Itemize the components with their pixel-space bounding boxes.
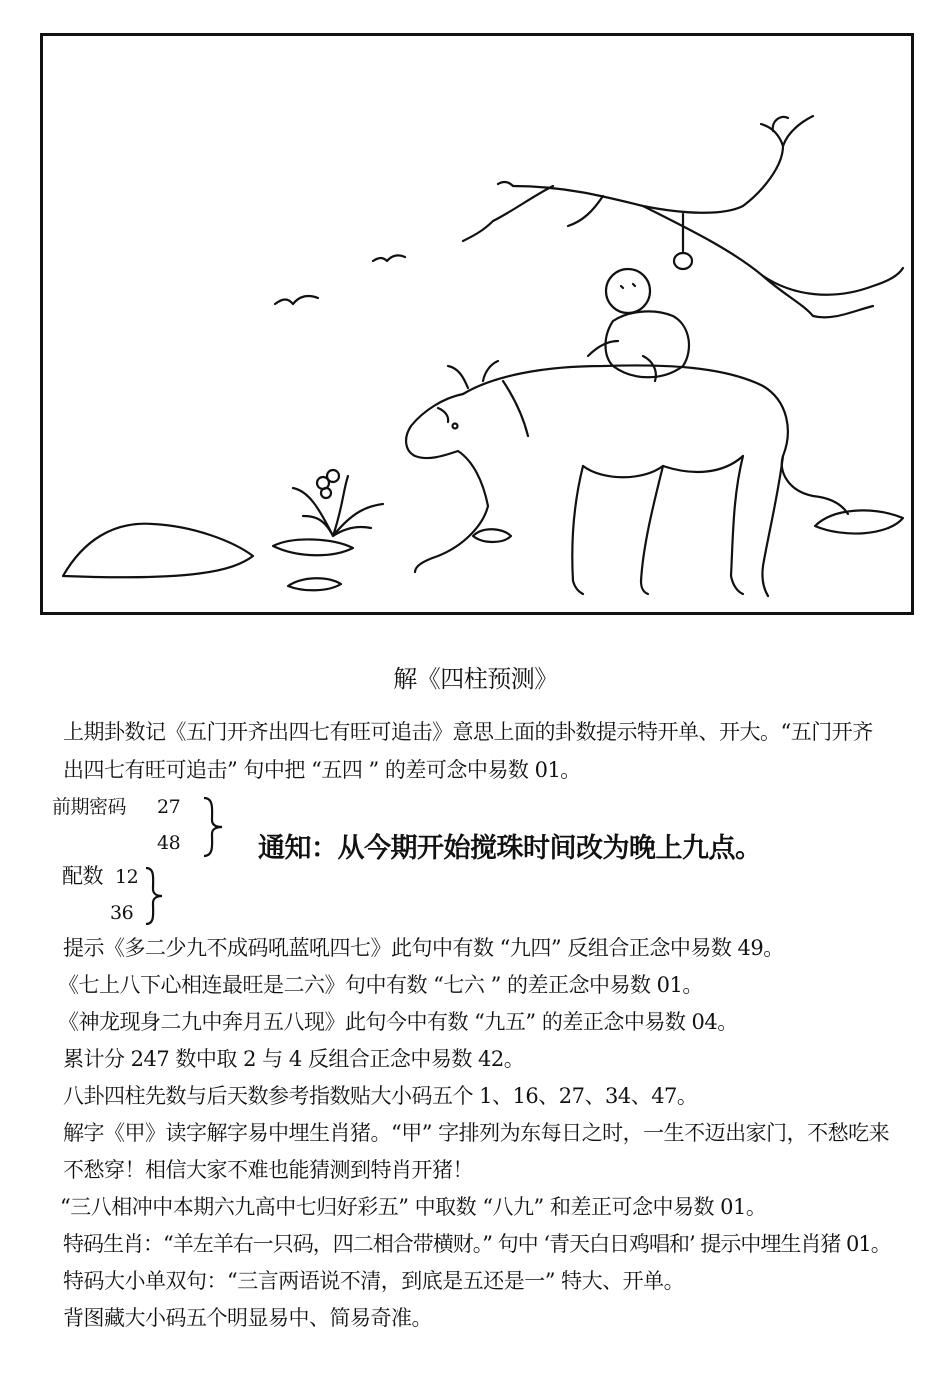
previous-codes-label: 前期密码: [52, 796, 127, 818]
paragraph-line: 背图藏大小码五个明显易中、简易奇准。: [63, 1306, 432, 1330]
pairing-value: 36: [110, 902, 134, 924]
paragraph-line: 《七上八下心相连最旺是二六》句中有数 “七六 ” 的差正念中易数 01。: [58, 973, 703, 997]
previous-code-value: 48: [157, 832, 181, 854]
page-title: 解《四柱预测》: [393, 665, 558, 693]
notice-text: 通知：从今期开始搅珠时间改为晚上九点。: [258, 833, 762, 864]
pairing-value: 12: [115, 866, 139, 888]
paragraph-line: 特码大小单双句：“三言两语说不清，到底是五还是一” 特大、开单。: [63, 1269, 685, 1293]
paragraph-line: “三八相冲中本期六九高中七归好彩五” 中取数 “八九” 和差正可念中易数 01。: [60, 1195, 767, 1219]
previous-code-value: 27: [157, 796, 181, 818]
paragraph-line: 累计分 247 数中取 2 与 4 反组合正念中易数 42。: [63, 1047, 525, 1071]
paragraph-line: 《神龙现身二九中奔月五八现》此句今中有数 “九五” 的差正念中易数 04。: [58, 1010, 738, 1034]
paragraph-line: 不愁穿！相信大家不难也能猜测到特肖开猪！: [63, 1158, 473, 1182]
right-brace-icon: [198, 796, 226, 858]
paragraph-line: 解字《甲》读字解字易中埋生肖猪。“甲” 字排列为东每日之时，一生不迈出家门，不愁吃来: [63, 1121, 890, 1145]
pairing-label: 配数: [62, 864, 103, 888]
boy-riding-ox-illustration-icon: [43, 36, 911, 612]
paragraph-line: 提示《多二少九不成码吼蓝吼四七》此句中有数 “九四” 反组合正念中易数 49。: [63, 936, 784, 960]
paragraph-line: 出四七有旺可追击” 句中把 “五四 ” 的差可念中易数 01。: [63, 758, 581, 782]
paragraph-line: 八卦四柱先数与后天数参考指数贴大小码五个 1、16、27、34、47。: [63, 1084, 698, 1108]
illustration-frame: [40, 33, 914, 615]
paragraph-line: 上期卦数记《五门开齐出四七有旺可追击》意思上面的卦数提示特开单、开大。“五门开齐: [63, 720, 873, 744]
right-brace-icon: [140, 866, 166, 926]
paragraph-line: 特码生肖：“羊左羊右一只码，四二相合带横财。” 句中 ‘青天白日鸡唱和’ 提示中埋生肖猪 01。: [63, 1232, 891, 1256]
